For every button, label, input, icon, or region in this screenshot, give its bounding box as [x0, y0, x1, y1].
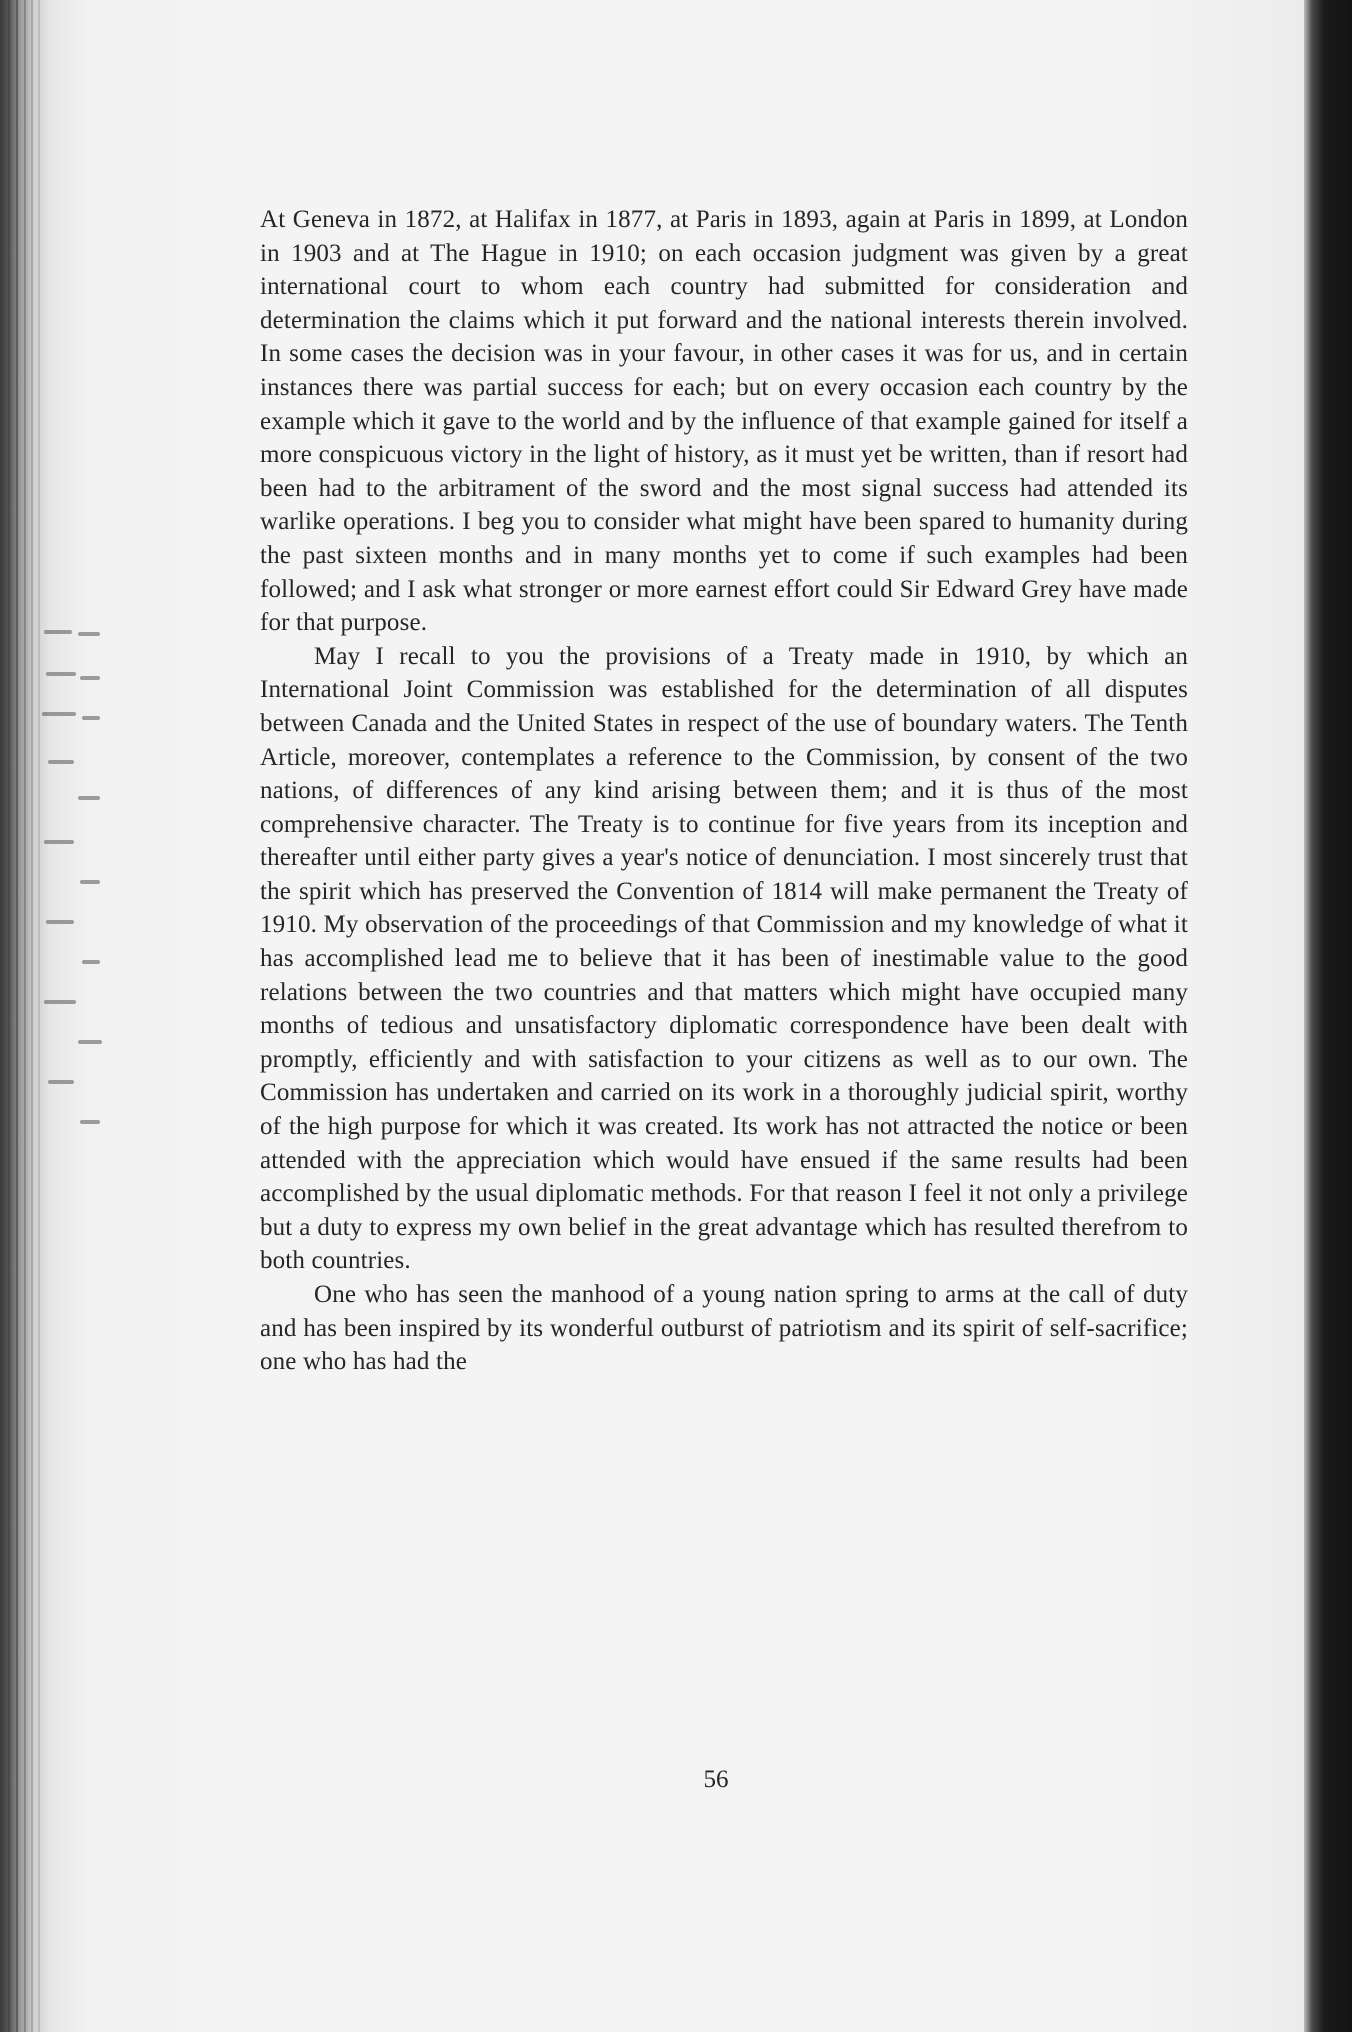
paragraph-geneva-arbitrations: At Geneva in 1872, at Halifax in 1877, at Paris in 1893, again at Paris in 1899, at London in 1903 and at The Hague in 1910; on each occasion judgment was given by a great international court to whom each country had submitted for consideration and determination the claims which it put forward and the national interests therein involved. In some cases the decision was in your favour, in other cases it was for us, and in certain instances there was partial success for each; but on every occasion each country by the example which it gave to the world and by the influence of that example gained for itself a more conspicuous victory in the light of history, as it must yet be written, than if resort had been had to the arbitrament of the sword and the most signal success had attended its warlike operations. I beg you to consider what might have been spared to humanity during the past sixteen months and in many months yet to come if such examples had been followed; and I ask what stronger or more earnest effort could Sir Edward Grey have made for that purpose.	[260, 206, 1188, 637]
body-text	[260, 203, 1188, 1379]
page-gutter-shadow	[1304, 0, 1352, 2032]
paragraph-joint-commission-treaty: May I recall to you the provisions of a Treaty made in 1910, by which an International Joint Commission was established for the determination of all disputes between Canada and the United States in respect of the use of boundary waters. The Tenth Article, moreover, contemplates a reference to the Commission, by consent of the two nations, of differences of any kind arising between them; and it is thus of the most comprehensive character. The Treaty is to continue for five years from its inception and thereafter until either party gives a year's notice of denunciation. I most sincerely trust that the spirit which has preserved the Convention of 1814 will make permanent the Treaty of 1910. My observation of the proceedings of that Commission and my knowledge of what it has accomplished lead me to believe that it has been of inestimable value to the good relations between the two countries and that matters which might have occupied many months of tedious and unsatisfactory diplomatic correspondence have been dealt with promptly, efficiently and with satisfaction to your citizens as well as to our own. The Commission has undertaken and carried on its work in a thoroughly judicial spirit, worthy of the high purpose for which it was created. Its work has not attracted the notice or been attended with the appreciation which would have ensued if the same results had been accomplished by the usual diplomatic methods. For that reason I feel it not only a privilege but a duty to express my own belief in the great advantage which has resulted therefrom to both countries.	[260, 642, 1188, 1275]
page-number: 56	[703, 1766, 729, 1793]
bleed-through-marks	[40, 620, 120, 1140]
paragraph-young-nation: One who has seen the manhood of a young nation spring to arms at the call of duty and has been inspired by its wonderful outburst of patriotism and its spirit of self-sacrifice; one who has had the	[260, 1281, 1188, 1376]
